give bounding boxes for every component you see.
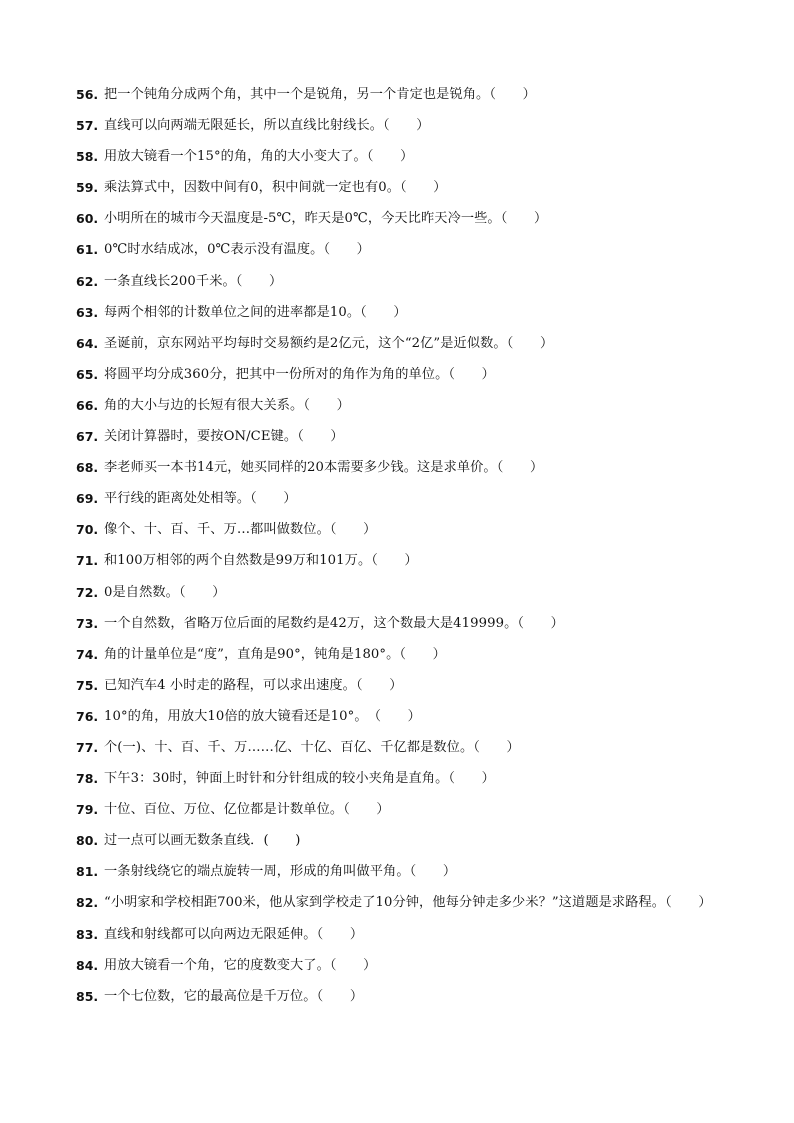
question-number: 56 [76,87,94,102]
question-item: 71. 和100万相邻的两个自然数是99万和101万。（ ） [76,545,726,576]
question-text: 乘法算式中，因数中间有0，积中间就一定也有0。（ ） [104,180,447,196]
question-item: 75. 已知汽车4 小时走的路程，可以求出速度。（ ） [76,670,726,701]
question-text: 一条直线长200千米。（ ） [104,273,283,289]
question-item: 63. 每两个相邻的计数单位之间的进率都是10。（ ） [76,297,726,328]
question-number: 78 [76,771,94,787]
question-text: 用放大镜看一个角，它的度数变大了。（ ） [104,957,377,973]
question-item: 72. 0是自然数。（ ） [76,577,726,608]
question-item: 76. 10°的角，用放大10倍的放大镜看还是10°。 （ ） [76,701,726,732]
question-text: 下午3：30时，钟面上时针和分针组成的较小夹角是直角。（ ） [104,771,495,787]
question-item: 61. 0℃时水结成冰，0℃表示没有温度。（ ） [76,234,726,265]
question-number: 57 [76,118,94,134]
question-item: 59. 乘法算式中，因数中间有0，积中间就一定也有0。（ ） [76,172,726,203]
question-item: 57. 直线可以向两端无限延长，所以直线比射线长。（ ） [76,110,726,141]
question-item: 60. 小明所在的城市今天温度是-5℃，昨天是0℃，今天比昨天冷一些。（ ） [76,203,726,234]
question-item: 84. 用放大镜看一个角，它的度数变大了。（ ） [76,950,726,981]
question-text: 0是自然数。（ ） [104,584,226,600]
question-number: 72 [76,584,94,600]
question-item: 82. “小明家和学校相距700米，他从家到学校走了10分钟，他每分钟走多少米？”这道题是求路程。（ ） [76,887,726,918]
question-text: 每两个相邻的计数单位之间的进率都是10。（ ） [104,304,407,320]
question-number: 80 [76,833,94,849]
question-text: 直线可以向两端无限延长，所以直线比射线长。（ ） [104,118,430,134]
question-text: 角的大小与边的长短有很大关系。（ ） [104,397,350,413]
question-number: 69 [76,491,94,507]
question-text: 像个、十、百、千、万…都叫做数位。（ ） [104,522,377,538]
question-number: 67 [76,429,94,445]
question-text: 已知汽车4 小时走的路程，可以求出速度。（ ） [104,677,403,693]
question-item: 79. 十位、百位、万位、亿位都是计数单位。（ ） [76,794,726,825]
question-item: 69. 平行线的距离处处相等。（ ） [76,483,726,514]
question-item: 80. 过一点可以画无数条直线．( ) [76,825,726,856]
question-item: 62. 一条直线长200千米。（ ） [76,266,726,297]
question-text: 把一个钝角分成两个角，其中一个是锐角，另一个肯定也是锐角。（ ） [104,87,536,102]
question-number: 60 [76,211,94,227]
question-number: 59 [76,180,94,196]
question-item: 77. 个(一)、十、百、千、万……亿、十亿、百亿、千亿都是数位。（ ） [76,732,726,763]
question-item: 67. 关闭计算器时，要按ON/CE键。（ ） [76,421,726,452]
question-text: 角的计量单位是“度”，直角是90°，钝角是180°。（ ） [104,646,446,662]
question-item: 81. 一条射线绕它的端点旋转一周，形成的角叫做平角。（ ） [76,856,726,887]
question-text: 个(一)、十、百、千、万……亿、十亿、百亿、千亿都是数位。（ ） [104,739,520,755]
question-text: 用放大镜看一个15°的角，角的大小变大了。（ ） [104,149,414,165]
question-number: 70 [76,522,94,538]
question-number: 82 [76,895,94,911]
question-number: 85 [76,988,94,1004]
question-item: 73. 一个自然数，省略万位后面的尾数约是42万，这个数最大是419999。（ ） [76,608,726,639]
question-item: 74. 角的计量单位是“度”，直角是90°，钝角是180°。（ ） [76,639,726,670]
question-text: 平行线的距离处处相等。（ ） [104,491,297,507]
question-item: 56. 把一个钝角分成两个角，其中一个是锐角，另一个肯定也是锐角。（ ） [76,79,726,110]
question-number: 66 [76,397,94,413]
question-text: 过一点可以画无数条直线．( ) [104,833,301,849]
question-text: 关闭计算器时，要按ON/CE键。（ ） [104,429,344,445]
question-number: 79 [76,802,94,818]
question-number: 76 [76,708,94,724]
question-item: 64. 圣诞前，京东网站平均每时交易额约是2亿元，这个“2亿”是近似数。（ ） [76,328,726,359]
question-number: 74 [76,646,94,662]
question-item: 68. 李老师买一本书14元，她买同样的20本需要多少钱。这是求单价。（ ） [76,452,726,483]
question-text: 小明所在的城市今天温度是-5℃，昨天是0℃，今天比昨天冷一些。（ ） [104,211,548,227]
question-number: 77 [76,739,94,755]
question-number: 61 [76,242,94,258]
question-number: 64 [76,335,94,351]
question-number: 83 [76,926,94,942]
question-item: 83. 直线和射线都可以向两边无限延伸。（ ） [76,919,726,950]
question-text: 一个七位数，它的最高位是千万位。（ ） [104,988,364,1004]
question-number: 63 [76,304,94,320]
question-number: 58 [76,149,94,165]
question-text: 圣诞前，京东网站平均每时交易额约是2亿元，这个“2亿”是近似数。（ ） [104,335,554,351]
question-number: 68 [76,460,94,476]
question-text: 和100万相邻的两个自然数是99万和101万。（ ） [104,553,418,569]
question-number: 62 [76,273,94,289]
question-item: 66. 角的大小与边的长短有很大关系。（ ） [76,390,726,421]
question-text: 0℃时水结成冰，0℃表示没有温度。（ ） [104,242,370,258]
question-item: 78. 下午3：30时，钟面上时针和分针组成的较小夹角是直角。（ ） [76,763,726,794]
question-number: 65 [76,366,94,382]
question-number: 81 [76,864,94,880]
question-text: 李老师买一本书14元，她买同样的20本需要多少钱。这是求单价。（ ） [104,460,544,476]
question-item: 70. 像个、十、百、千、万…都叫做数位。（ ） [76,514,726,545]
question-text: 将圆平均分成360分，把其中一份所对的角作为角的单位。（ ） [104,366,495,382]
question-item: 65. 将圆平均分成360分，把其中一份所对的角作为角的单位。（ ） [76,359,726,390]
question-number: 73 [76,615,94,631]
question-item: 85. 一个七位数，它的最高位是千万位。（ ） [76,981,726,1012]
question-number: 75 [76,677,94,693]
question-text: 直线和射线都可以向两边无限延伸。（ ） [104,926,364,942]
question-text: “小明家和学校相距700米，他从家到学校走了10分钟，他每分钟走多少米？”这道题是求路程。（ ） [104,895,712,911]
question-text: 一个自然数，省略万位后面的尾数约是42万，这个数最大是419999。（ ） [104,615,564,631]
question-number: 71 [76,553,94,569]
question-text: 十位、百位、万位、亿位都是计数单位。（ ） [104,802,390,818]
question-number: 84 [76,957,94,973]
question-text: 一条射线绕它的端点旋转一周，形成的角叫做平角。（ ） [104,864,457,880]
question-item: 58. 用放大镜看一个15°的角，角的大小变大了。（ ） [76,141,726,172]
question-list [76,79,726,1012]
question-text: 10°的角，用放大10倍的放大镜看还是10°。 （ ） [104,708,421,724]
